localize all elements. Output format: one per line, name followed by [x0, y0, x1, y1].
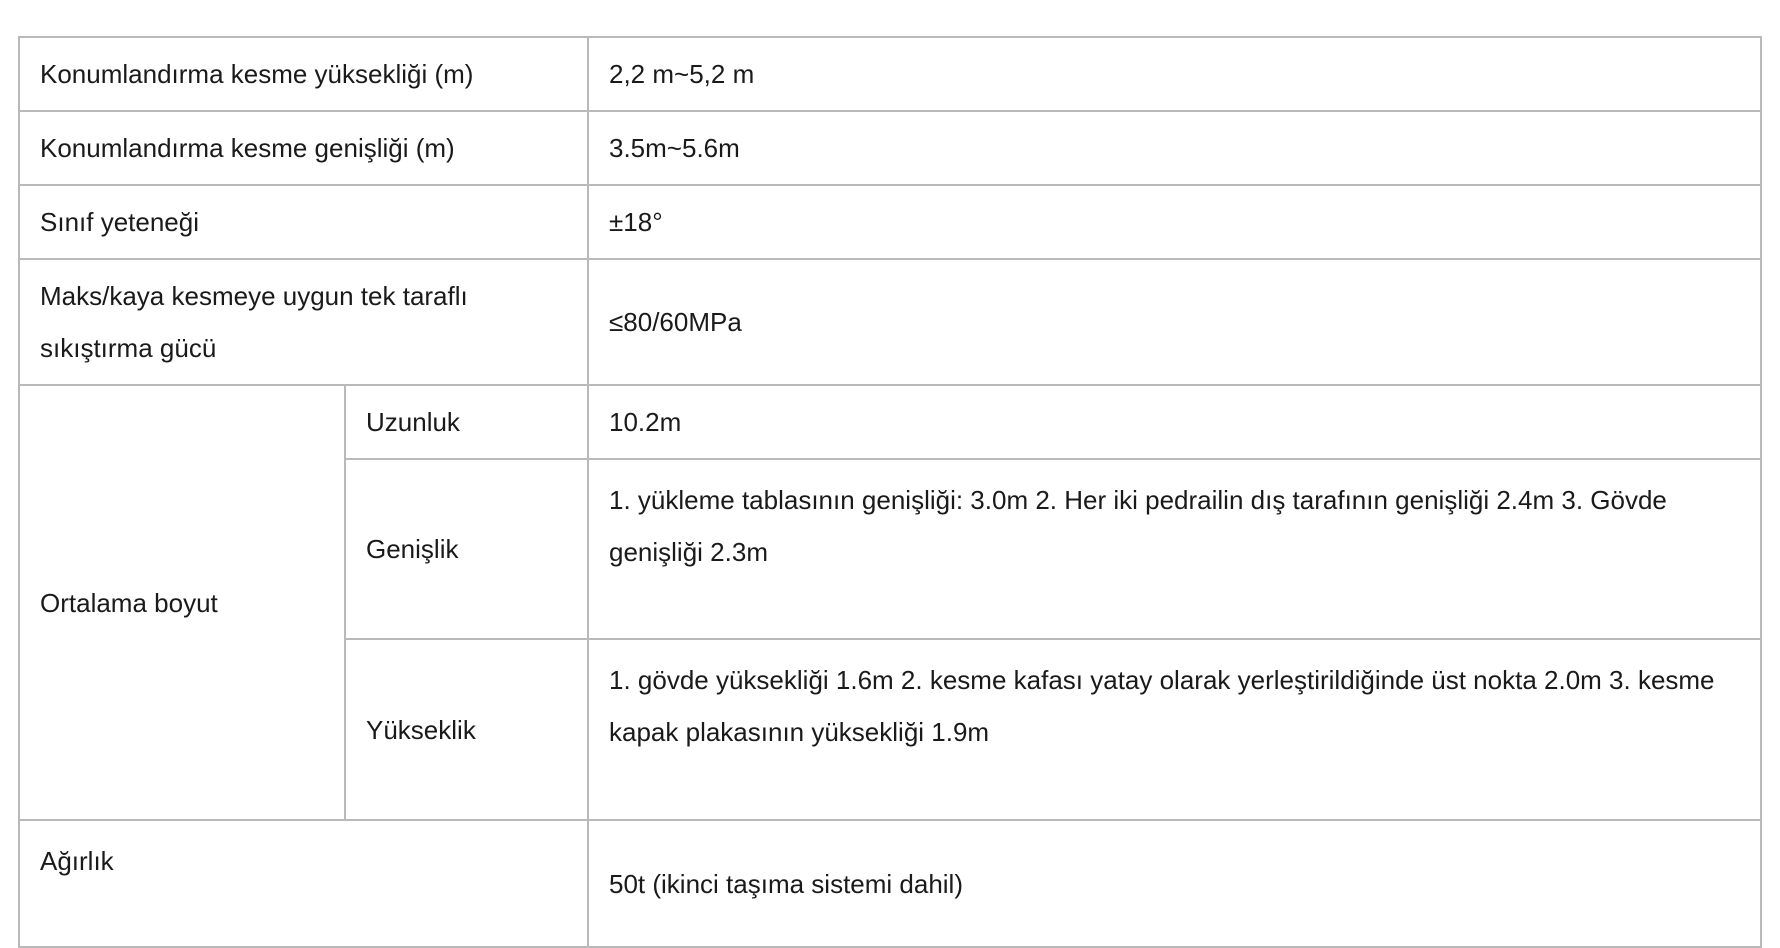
sub-value: 1. yükleme tablasının genişliği: 3.0m 2. Her iki pedrailin dış tarafının genişliği 2.4m 3. Gövde genişliği 2.3m: [588, 459, 1761, 639]
weight-label: Ağırlık: [19, 820, 588, 947]
row-value: ≤80/60MPa: [588, 259, 1761, 385]
sub-label: Genişlik: [345, 459, 588, 639]
table-row: [19, 385, 1761, 459]
table-row: [19, 259, 1761, 385]
table-row: [19, 820, 1761, 947]
sub-label: Uzunluk: [345, 385, 588, 459]
table-row: [19, 37, 1761, 111]
row-label: Konumlandırma kesme yüksekliği (m): [19, 37, 588, 111]
row-value: 2,2 m~5,2 m: [588, 37, 1761, 111]
table-row: [19, 185, 1761, 259]
row-label: Konumlandırma kesme genişliği (m): [19, 111, 588, 185]
weight-value: 50t (ikinci taşıma sistemi dahil): [588, 820, 1761, 947]
sub-label: Yükseklik: [345, 639, 588, 820]
spec-table: [18, 36, 1762, 948]
row-label: Sınıf yeteneği: [19, 185, 588, 259]
group-label: Ortalama boyut: [19, 385, 345, 820]
sub-value: 1. gövde yüksekliği 1.6m 2. kesme kafası yatay olarak yerleştirildiğinde üst nokta 2.0m 3. kesme kapak plakasının yüksekliği 1.9m: [588, 639, 1761, 820]
table-row: [19, 111, 1761, 185]
sub-value: 10.2m: [588, 385, 1761, 459]
row-value: ±18°: [588, 185, 1761, 259]
row-value: 3.5m~5.6m: [588, 111, 1761, 185]
row-label: Maks/kaya kesmeye uygun tek taraflı sıkıştırma gücü: [19, 259, 588, 385]
